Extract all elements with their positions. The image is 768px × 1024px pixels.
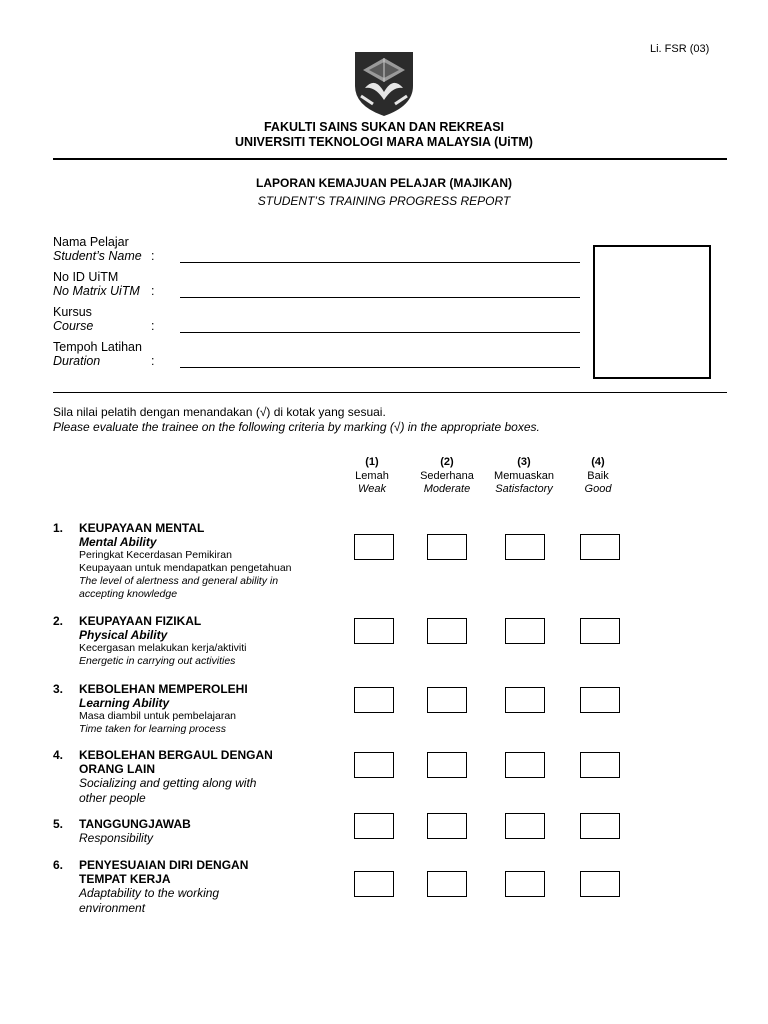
form-code: Li. FSR (03)	[650, 43, 710, 55]
criterion-number: 3.	[53, 682, 64, 696]
rating-box-weak[interactable]	[354, 752, 394, 778]
field-course-label: Kursus Course	[53, 305, 94, 333]
field-student-name-label: Nama Pelajar Student’s Name	[53, 235, 142, 263]
rating-box-weak[interactable]	[354, 871, 394, 897]
criterion-title: PENYESUAIAN DIRI DENGAN	[79, 858, 249, 872]
scale-moderate-header: (2) Sederhana Moderate	[420, 456, 474, 495]
rating-box-satisfactory[interactable]	[505, 687, 545, 713]
rating-box-good[interactable]	[580, 534, 620, 560]
rating-box-moderate[interactable]	[427, 871, 467, 897]
faculty-name: FAKULTI SAINS SUKAN DAN REKREASI	[263, 120, 505, 134]
instructions-english: Please evaluate the trainee on the following criteria by marking (√) in the appropriate boxes.	[53, 420, 540, 434]
rating-box-satisfactory[interactable]	[505, 534, 545, 560]
criterion-title: KEBOLEHAN BERGAUL DENGAN	[79, 748, 273, 762]
course-input-line[interactable]	[180, 332, 580, 333]
criterion-title-continued: TEMPAT KERJA	[79, 872, 171, 886]
criterion-title: KEBOLEHAN MEMPEROLEHI	[79, 682, 248, 696]
rating-box-moderate[interactable]	[427, 687, 467, 713]
field-duration-label: Tempoh Latihan Duration	[53, 340, 142, 368]
rating-box-good[interactable]	[580, 871, 620, 897]
rating-box-moderate[interactable]	[427, 618, 467, 644]
field-colon: :	[151, 354, 155, 368]
rating-box-good[interactable]	[580, 618, 620, 644]
rating-box-satisfactory[interactable]	[505, 752, 545, 778]
rating-box-weak[interactable]	[354, 687, 394, 713]
rating-box-moderate[interactable]	[427, 534, 467, 560]
id-input-line[interactable]	[180, 297, 580, 298]
criterion-title-english: Physical Ability	[79, 628, 168, 642]
instructions-malay: Sila nilai pelatih dengan menandakan (√) di kotak yang sesuai.	[53, 405, 386, 419]
header-divider	[53, 158, 727, 160]
field-colon: :	[151, 284, 155, 298]
criterion-number: 1.	[53, 521, 64, 535]
scale-satisfactory-header: (3) Memuaskan Satisfactory	[494, 456, 554, 495]
rating-box-good[interactable]	[580, 687, 620, 713]
rating-box-weak[interactable]	[354, 534, 394, 560]
rating-box-satisfactory[interactable]	[505, 813, 545, 839]
uitm-logo	[343, 46, 425, 118]
section-divider	[53, 392, 727, 393]
criterion-title-english: Mental Ability	[79, 535, 157, 549]
report-title-english: STUDENT’S TRAINING PROGRESS REPORT	[257, 194, 511, 208]
criterion-number: 4.	[53, 748, 64, 762]
criterion-title: KEUPAYAAN FIZIKAL	[79, 614, 202, 628]
rating-box-moderate[interactable]	[427, 813, 467, 839]
criterion-number: 5.	[53, 817, 64, 831]
rating-box-weak[interactable]	[354, 813, 394, 839]
rating-box-moderate[interactable]	[427, 752, 467, 778]
rating-box-good[interactable]	[580, 813, 620, 839]
scale-good-header: (4) Baik Good	[584, 456, 612, 495]
report-title-malay: LAPORAN KEMAJUAN PELAJAR (MAJIKAN)	[255, 176, 512, 190]
duration-input-line[interactable]	[180, 367, 580, 368]
field-colon: :	[151, 249, 155, 263]
field-colon: :	[151, 319, 155, 333]
criterion-title-continued: ORANG LAIN	[79, 762, 155, 776]
criterion-number: 6.	[53, 858, 64, 872]
criterion-title: TANGGUNGJAWAB	[79, 817, 191, 831]
rating-box-satisfactory[interactable]	[505, 871, 545, 897]
field-id-label: No ID UiTM No Matrix UiTM	[53, 270, 140, 298]
rating-box-good[interactable]	[580, 752, 620, 778]
scale-weak-header: (1) Lemah Weak	[355, 456, 389, 495]
student-name-input-line[interactable]	[180, 262, 580, 263]
photo-box[interactable]	[593, 245, 711, 379]
rating-box-satisfactory[interactable]	[505, 618, 545, 644]
rating-box-weak[interactable]	[354, 618, 394, 644]
university-name: UNIVERSITI TEKNOLOGI MARA MALAYSIA (UiTM)	[235, 135, 533, 149]
criterion-title: KEUPAYAAN MENTAL	[79, 521, 205, 535]
criterion-title-english: Learning Ability	[79, 696, 170, 710]
criterion-number: 2.	[53, 614, 64, 628]
